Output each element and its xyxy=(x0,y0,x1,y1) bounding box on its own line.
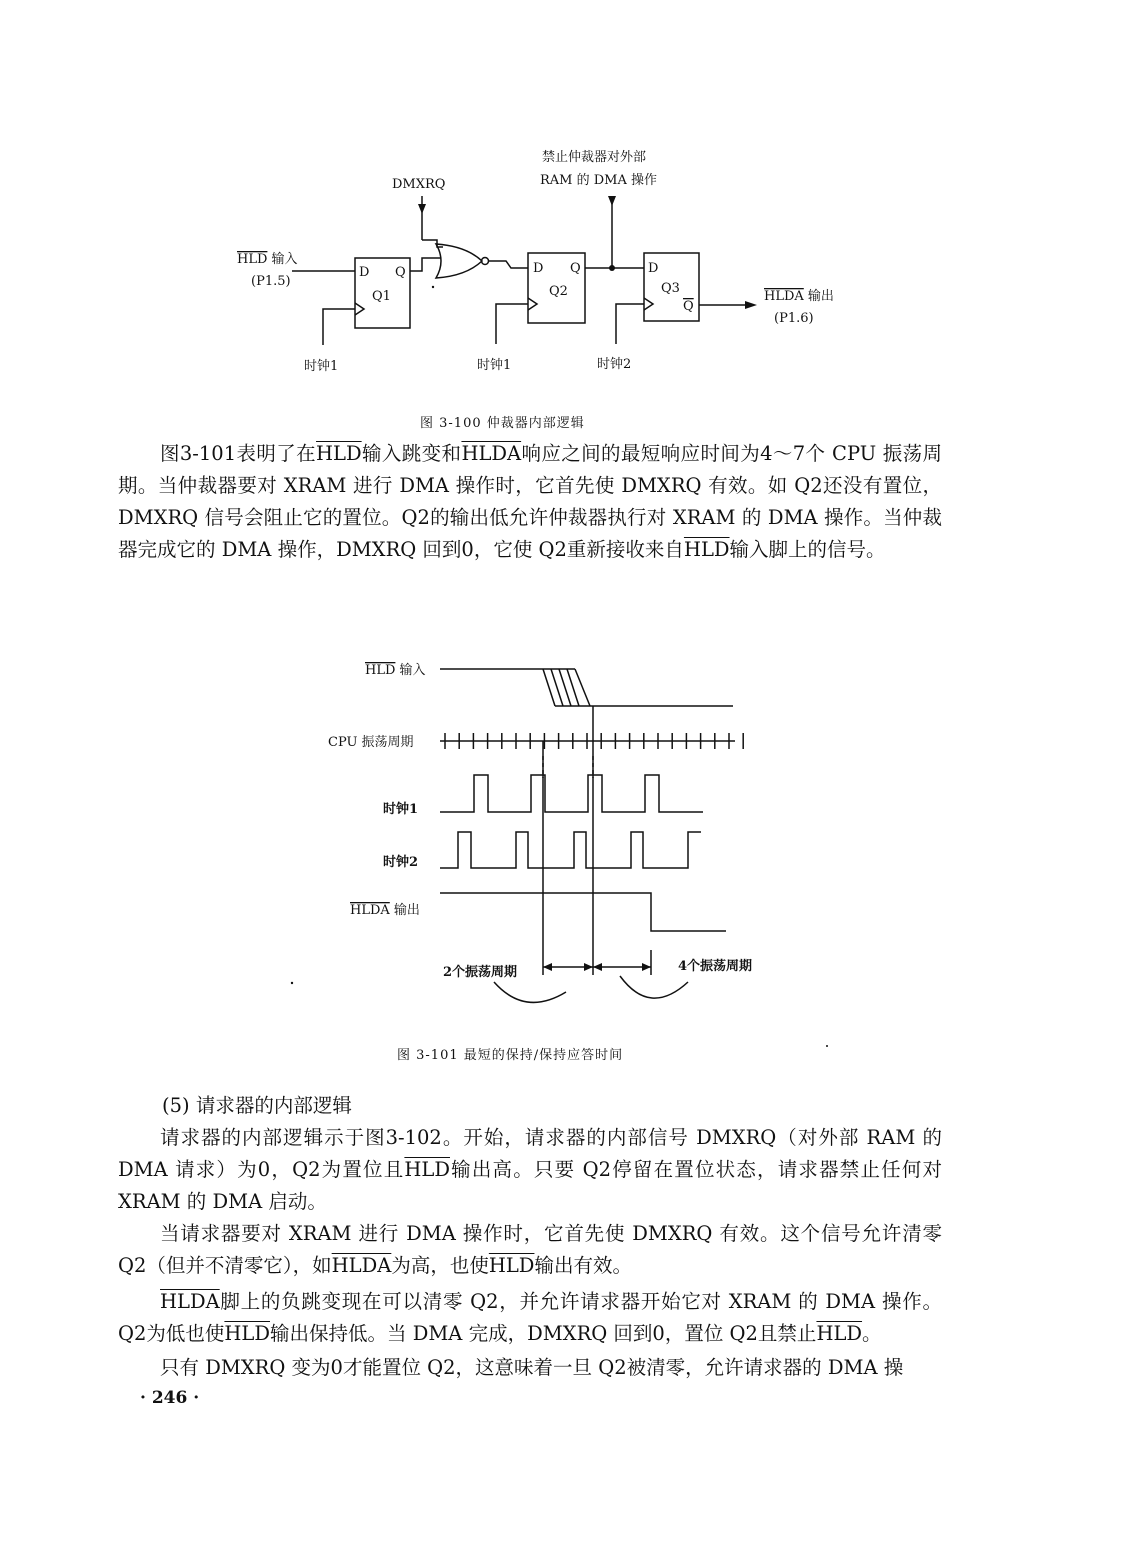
p1-text-2: 输入跳变和 xyxy=(361,442,462,465)
timing-cpu-label: CPU 振荡周期 xyxy=(328,735,414,750)
p4-signal-hld: $\overline{HLD}$ xyxy=(224,1322,270,1345)
page-number: · 246 · xyxy=(140,1388,200,1408)
q3-label: Q3 xyxy=(661,281,680,296)
two-cycles-label: 2个振荡周期 xyxy=(443,965,518,980)
p4-signal-hlda: HLDA xyxy=(160,1290,220,1313)
p1-signal-hld-2: $\overline{HLD}$ xyxy=(683,538,730,561)
paragraph-4 xyxy=(118,1286,942,1350)
q1-d-label: D xyxy=(359,265,370,280)
hlda-output-signal: HLDA xyxy=(764,289,804,304)
hlda-output-suffix: 输出 xyxy=(803,289,834,304)
hld-input-signal: HLD xyxy=(237,252,268,267)
dmxrq-label: DMXRQ xyxy=(392,177,446,192)
p4-text-3: 。 xyxy=(862,1322,882,1345)
p3-text-3: 输出有效。 xyxy=(534,1254,632,1277)
hld-input-pin: (P1.5) xyxy=(251,274,291,289)
p2-text-2: 输出高。只要 Q2停留在置位状态，请求器禁止任何对 XRAM 的 DMA 启动。 xyxy=(118,1158,942,1213)
timing-hlda-signal: HLDA xyxy=(350,903,390,918)
q3-qbar-label: Q xyxy=(683,299,694,314)
p2-text-1: 请求器的内部逻辑示于图3-102。开始，请求器的内部信号 DMXRQ（对外部 RAM 的 DMA 请求）为0，Q2为置位且 xyxy=(118,1126,942,1181)
hld-input-suffix: 输入 xyxy=(267,252,298,267)
p1-text-1: 图3-101表明了在 xyxy=(160,442,317,465)
four-cycles-label: 4个振荡周期 xyxy=(678,959,753,974)
p2-signal-hld: $\overline{HLD}$ xyxy=(404,1158,450,1181)
inhibit-label-line2: RAM 的 DMA 操作 xyxy=(540,173,658,188)
timing-hld-suffix: 输入 xyxy=(395,663,426,678)
q2-d-label: D xyxy=(533,261,544,276)
section-5-heading: (5) 请求器的内部逻辑 xyxy=(162,1094,352,1117)
clock2-label-q3: 时钟2 xyxy=(597,357,632,372)
p4-text-2: 输出保持低。当 DMA 完成，DMXRQ 回到0，置位 Q2且禁止 xyxy=(270,1322,817,1345)
inhibit-label-line1: 禁止仲裁器对外部 xyxy=(542,150,647,165)
q2-label: Q2 xyxy=(549,284,568,299)
figure-3-101-caption: 图 3-101 最短的保持/保持应答时间 xyxy=(397,1048,624,1063)
paragraph-5: 只有 DMXRQ 变为0才能置位 Q2，这意味着一旦 Q2被清零，允许请求器的 DMA 操 xyxy=(160,1356,904,1379)
p3-signal-hlda: HLDA xyxy=(331,1254,392,1277)
timing-hld-signal: HLD xyxy=(365,663,396,678)
paragraph-3 xyxy=(118,1218,942,1282)
hlda-output-pin: (P1.6) xyxy=(774,311,814,326)
p1-signal-hlda: HLDA xyxy=(461,442,522,465)
p3-text-2: 为高，也使 xyxy=(391,1254,489,1277)
p4-text-1: 脚上的负跳变现在可以清零 Q2，并允许请求器开始它对 XRAM 的 DMA 操作。Q2为低也使 xyxy=(118,1290,942,1345)
p3-signal-hld: $\overline{HLD}$ xyxy=(488,1254,535,1277)
figure-3-100-caption: 图 3-100 仲裁器内部逻辑 xyxy=(420,416,585,431)
timing-clock1-label: 时钟1 xyxy=(383,802,419,817)
paragraph-2 xyxy=(118,1122,942,1218)
q1-q-label: Q xyxy=(395,265,406,280)
p1-text-3: 响应之间的最短响应时间为4～7个 CPU 振荡周期。当仲裁器要对 XRAM 进行 DMA 操作时，它首先使 DMXRQ 有效。如 Q2还没有置位，DMXRQ 信号会阻止它的置位。Q2的输出低允许仲裁器执行对 XRAM 的 DMA 操作。当仲裁器完成它的 DMA 操作，DMXRQ 回到0，它使 Q2重新接收来自 xyxy=(118,442,943,561)
timing-hlda-label xyxy=(350,902,420,918)
timing-clock2-label: 时钟2 xyxy=(383,855,419,870)
timing-hlda-suffix: 输出 xyxy=(389,903,420,918)
p1-signal-hld: $\overline{HLD}$ xyxy=(316,442,362,465)
clock1-label-q2: 时钟1 xyxy=(477,358,512,373)
timing-hld-label xyxy=(365,662,426,678)
p1-text-4: 输入脚上的信号。 xyxy=(729,538,886,561)
clock1-label-q1: 时钟1 xyxy=(304,359,339,374)
p4-signal-hld-2: $\overline{HLD}$ xyxy=(816,1322,863,1345)
q2-q-label: Q xyxy=(570,261,581,276)
q3-d-label: D xyxy=(648,261,659,276)
q1-label: Q1 xyxy=(372,289,391,304)
p3-text-1: 当请求器要对 XRAM 进行 DMA 操作时，它首先使 DMXRQ 有效。这个信号允许清零 Q2（但并不清零它），如 xyxy=(118,1222,942,1277)
